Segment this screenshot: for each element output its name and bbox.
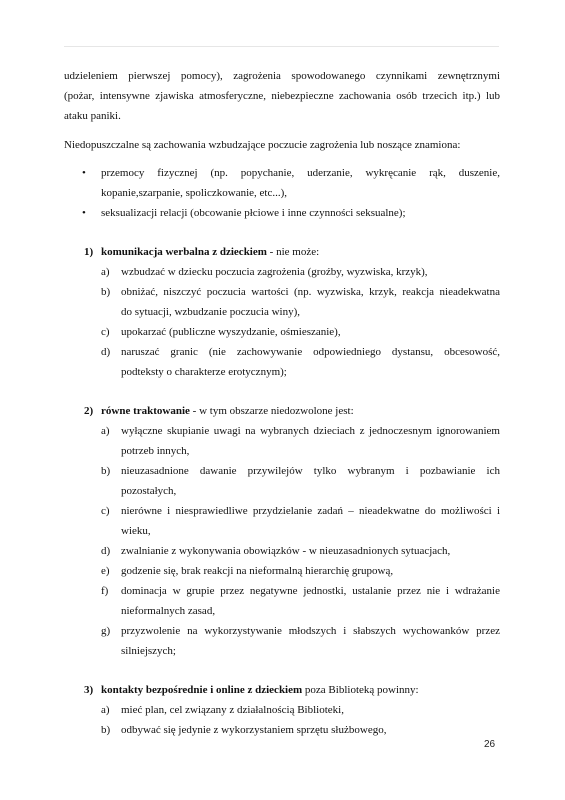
subitem — [64, 461, 500, 501]
subitem-line: wieku, — [121, 525, 151, 537]
subitem-letter: a) — [101, 425, 110, 437]
section-title-rest: - w tym obszarze niedozwolone jest: — [189, 405, 354, 417]
subitem-line: obniżać, niszczyć poczucia wartości (np. wyzwiska, krzyk, reakcja nieadekwatna — [121, 286, 500, 298]
page-number: 26 — [484, 739, 496, 750]
section-title-rest: poza Biblioteką powinny: — [302, 684, 419, 696]
section-title-rest: - nie może: — [266, 246, 320, 258]
subitem — [64, 700, 500, 720]
section-number: 3) — [84, 684, 94, 696]
subitem-letter: b) — [101, 465, 111, 477]
subitem — [64, 541, 500, 561]
bullet-line: kopanie,szarpanie, spoliczkowanie, etc...), — [101, 187, 288, 199]
subitem-list — [64, 262, 500, 382]
subitem-line: wzbudzać w dziecku poczucia zagrożenia (groźby, wyzwiska, krzyk), — [121, 266, 428, 278]
subitem-list — [64, 700, 500, 740]
subitem-letter: a) — [101, 266, 110, 278]
subitem-line: do sytuacji, wzbudzanie poczucia winy), — [121, 306, 300, 318]
subitem-letter: e) — [101, 565, 110, 577]
subitem-letter: c) — [101, 505, 110, 517]
section-heading — [64, 401, 500, 421]
section-number: 2) — [84, 405, 94, 417]
bullet-line: przemocy fizycznej (np. popychanie, uderzanie, wykręcanie rąk, duszenie, — [101, 167, 500, 179]
header-rule — [64, 46, 499, 47]
subitem-line: pozostałych, — [121, 485, 177, 497]
subitem-line: wyłączne skupianie uwagi na wybranych dzieciach z jednoczesnym ignorowaniem — [121, 425, 500, 437]
section-heading — [64, 680, 500, 700]
subitem-letter: d) — [101, 545, 111, 557]
intro-line: (pożar, intensywne zjawiska atmosferyczne, niebezpieczne zachowania osób trzecich itp.) lub — [64, 90, 500, 102]
bullet-item — [64, 203, 500, 223]
subitem-line: odbywać się jedynie z wykorzystaniem sprzętu służbowego, — [121, 724, 387, 736]
forbidden-intro: Niedopuszczalne są zachowania wzbudzające poczucie zagrożenia lub noszące znamiona: — [64, 139, 461, 151]
section-heading — [64, 242, 500, 262]
section-number: 1) — [84, 246, 94, 258]
subitem — [64, 342, 500, 382]
subitem — [64, 621, 500, 661]
subitem — [64, 581, 500, 621]
subitem-line: godzenie się, brak reakcji na nieformalną hierarchię grupową, — [121, 565, 394, 577]
subitem-letter: f) — [101, 585, 109, 597]
subitem-line: nieuzasadnione dawanie przywilejów tylko wybranym i pozbawianie ich — [121, 465, 500, 477]
intro-line: udzieleniem pierwszej pomocy), zagrożenia spowodowanego czynnikami zewnętrznymi — [64, 70, 500, 82]
section-direct-online-contacts — [64, 680, 500, 740]
page-content — [64, 66, 500, 740]
subitem-letter: b) — [101, 286, 111, 298]
subitem-line: nieformalnych zasad, — [121, 605, 216, 617]
subitem-line: podteksty o charakterze erotycznym); — [121, 366, 287, 378]
subitem-line: naruszać granic (nie zachowywanie odpowiedniego dystansu, obcesowość, — [121, 346, 500, 358]
subitem-letter: b) — [101, 724, 111, 736]
intro-paragraph — [64, 66, 500, 126]
subitem-line: mieć plan, cel związany z działalnością Biblioteki, — [121, 704, 344, 716]
subitem — [64, 322, 500, 342]
subitem-line: potrzeb innych, — [121, 445, 190, 457]
subitem — [64, 262, 500, 282]
section-title: komunikacja werbalna z dzieckiem — [101, 246, 267, 258]
subitem-list — [64, 421, 500, 661]
subitem-line: przyzwolenie na wykorzystywanie młodszych i słabszych wychowanków przez — [121, 625, 500, 637]
subitem-letter: a) — [101, 704, 110, 716]
subitem-letter: g) — [101, 625, 111, 637]
subitem — [64, 282, 500, 322]
subitem-line: silniejszych; — [121, 645, 176, 657]
subitem — [64, 421, 500, 461]
bullet-item — [64, 163, 500, 203]
subitem-letter: d) — [101, 346, 111, 358]
subitem — [64, 501, 500, 541]
bullet-line: seksualizacji relacji (obcowanie płciowe i inne czynności seksualne); — [101, 207, 406, 219]
subitem — [64, 720, 500, 740]
bullet-icon: • — [82, 167, 86, 179]
subitem — [64, 561, 500, 581]
section-equal-treatment — [64, 401, 500, 661]
subitem-line: zwalnianie z wykonywania obowiązków - w nieuzasadnionych sytuacjach, — [121, 545, 451, 557]
section-title: kontakty bezpośrednie i online z dzieckiem — [101, 684, 303, 696]
subitem-letter: c) — [101, 326, 110, 338]
bullet-icon: • — [82, 207, 86, 219]
intro-line: ataku paniki. — [64, 110, 121, 122]
subitem-line: upokarzać (publiczne wyszydzanie, ośmieszanie), — [121, 326, 341, 338]
section-title: równe traktowanie — [101, 405, 190, 417]
bullet-list — [64, 163, 500, 223]
section-verbal-communication — [64, 242, 500, 382]
subitem-line: dominacja w grupie przez negatywne jednostki, ustalanie przez nie i wdrażanie — [121, 585, 500, 597]
subitem-line: nierówne i niesprawiedliwe przydzielanie zadań – nieadekwatne do możliwości i — [121, 505, 500, 517]
